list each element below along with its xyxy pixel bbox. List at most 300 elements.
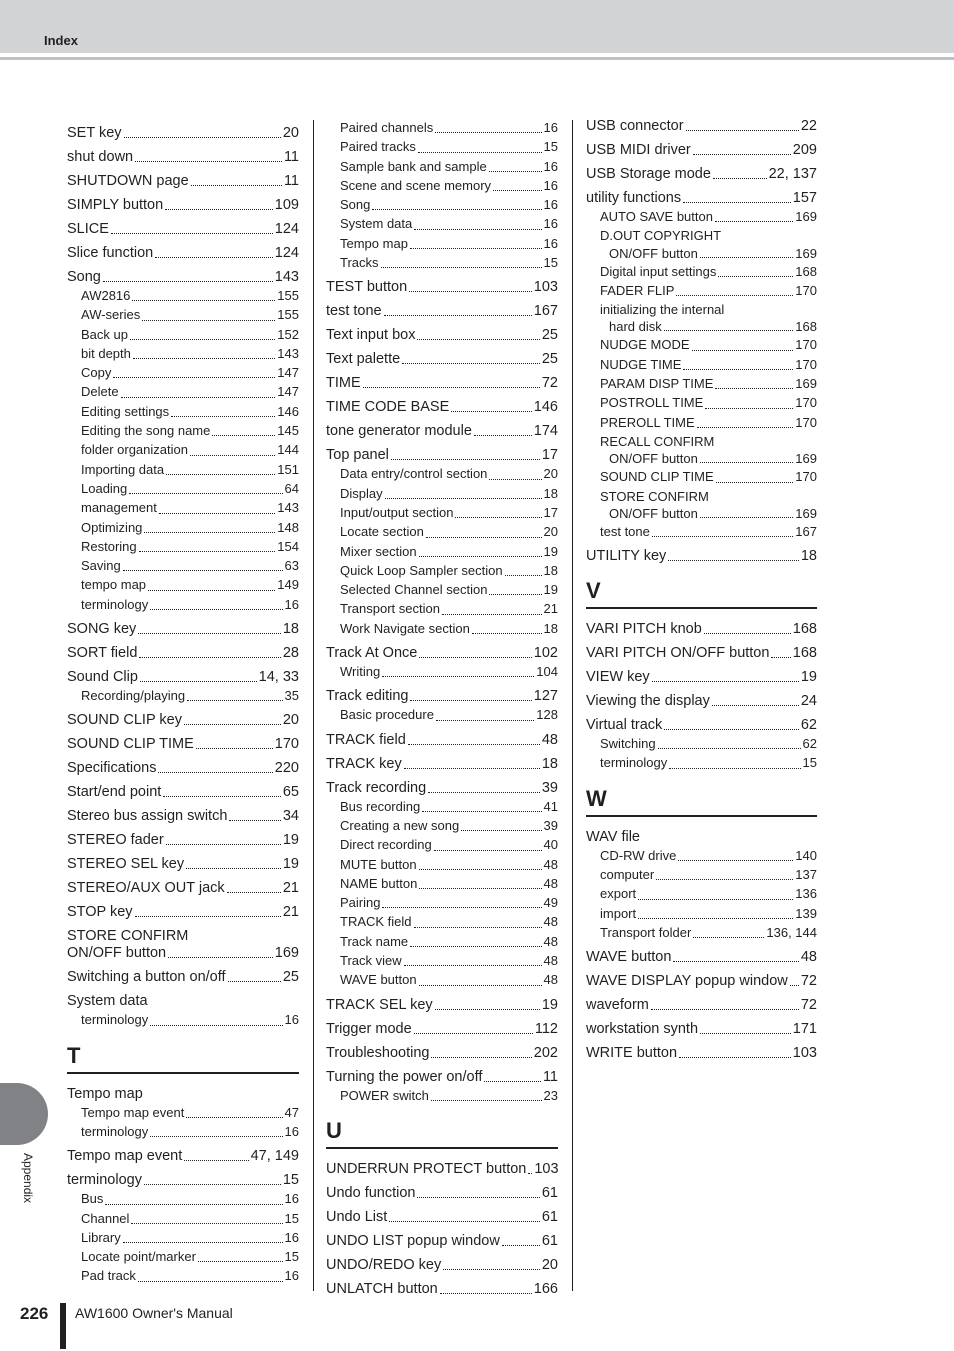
entry-term: Paired tracks xyxy=(340,139,416,155)
entry-term: Importing data xyxy=(81,461,165,477)
index-entry xyxy=(586,190,817,207)
entry-term: VIEW key xyxy=(586,669,650,686)
index-entry xyxy=(67,832,299,849)
entry-term: Sample bank and sample xyxy=(340,158,487,174)
entry-term: Undo function xyxy=(326,1184,416,1201)
entry-page: 169 xyxy=(795,505,817,521)
entry-term: Tempo map xyxy=(340,235,408,251)
entry-term: STEREO SEL key xyxy=(67,856,185,873)
entry-page: 139 xyxy=(795,905,817,921)
entry-page: 19 xyxy=(543,582,558,598)
entry-term: Track view xyxy=(340,953,402,969)
entry-page: 170 xyxy=(795,395,817,411)
entry-page: 143 xyxy=(277,345,299,361)
index-subentry xyxy=(326,234,558,253)
index-entry xyxy=(67,712,299,729)
entry-term: Text input box xyxy=(326,327,416,344)
entry-page: 146 xyxy=(533,399,558,416)
entry-page: 170 xyxy=(795,337,817,353)
dot-leader xyxy=(704,621,791,634)
index-subentry xyxy=(586,865,817,884)
index-subentry xyxy=(326,195,558,214)
entry-term: Library xyxy=(81,1229,121,1245)
entry-term: Input/output section xyxy=(340,504,454,520)
index-entry xyxy=(326,375,558,392)
index-subentry xyxy=(67,363,299,382)
entry-page: 49 xyxy=(543,895,558,911)
index-subentry xyxy=(326,1086,558,1105)
dot-leader xyxy=(414,214,541,229)
entry-page: 63 xyxy=(284,558,299,574)
index-subentry xyxy=(586,355,817,374)
index-subentry xyxy=(326,893,558,912)
entry-term: CD-RW drive xyxy=(600,847,677,863)
entry-page: 19 xyxy=(543,543,558,559)
index-entry xyxy=(67,969,299,986)
dot-leader xyxy=(428,780,540,793)
entry-page: 168 xyxy=(792,621,817,638)
dot-leader xyxy=(131,1209,282,1224)
entry-term: Tempo map event xyxy=(67,1148,183,1165)
index-subentry xyxy=(326,253,558,272)
dot-leader xyxy=(138,621,281,634)
index-entry xyxy=(67,928,299,945)
dot-leader xyxy=(693,923,764,938)
entry-page: 19 xyxy=(800,669,817,686)
entry-page: 16 xyxy=(543,197,558,213)
entry-page: 155 xyxy=(277,307,299,323)
index-entry xyxy=(326,1161,558,1178)
entry-page: 140 xyxy=(795,847,817,863)
index-subentry-continuation xyxy=(586,246,817,262)
entry-term: NUDGE TIME xyxy=(600,356,682,372)
entry-page: 48 xyxy=(543,953,558,969)
index-entry xyxy=(586,669,817,686)
index-entry xyxy=(67,149,299,166)
entry-term: TEST button xyxy=(326,279,408,296)
dot-leader xyxy=(123,1228,283,1243)
dot-leader xyxy=(652,522,793,537)
entry-term: Pairing xyxy=(340,895,381,911)
entry-page: 16 xyxy=(543,177,558,193)
entry-term: USB connector xyxy=(586,118,684,134)
entry-term: waveform xyxy=(586,997,649,1014)
dot-leader xyxy=(417,1185,539,1198)
index-subentry xyxy=(586,467,817,486)
entry-term: Editing the song name xyxy=(81,423,211,439)
entry-page: 15 xyxy=(543,255,558,271)
entry-page: 16 xyxy=(284,1229,299,1245)
entry-term: FADER FLIP xyxy=(600,282,675,298)
index-entry xyxy=(67,904,299,921)
dot-leader xyxy=(372,195,541,210)
entry-term: terminology xyxy=(81,1012,149,1028)
entry-term: Song xyxy=(67,269,101,285)
entry-term: POSTROLL TIME xyxy=(600,395,704,411)
entry-term: USB Storage mode xyxy=(586,166,711,182)
entry-page: 39 xyxy=(543,817,558,833)
entry-page: 20 xyxy=(282,712,299,729)
entry-page: 18 xyxy=(543,562,558,578)
entry-page: 18 xyxy=(543,485,558,501)
index-entry xyxy=(67,736,299,753)
entry-term: VARI PITCH knob xyxy=(586,621,702,638)
entry-term: UNDERRUN PROTECT button xyxy=(326,1160,527,1177)
entry-term: Sound Clip xyxy=(67,669,138,686)
index-entry xyxy=(67,125,299,142)
dot-leader xyxy=(135,904,281,917)
index-entry xyxy=(67,173,299,190)
dot-leader xyxy=(184,1148,248,1161)
entry-term: Creating a new song xyxy=(340,817,460,833)
entry-page: 17 xyxy=(541,447,558,464)
page-number: 226 xyxy=(20,1304,49,1323)
entry-term: hard disk xyxy=(609,319,662,335)
entry-page: 65 xyxy=(282,784,299,801)
dot-leader xyxy=(184,712,281,725)
entry-term: test tone xyxy=(326,303,382,320)
entry-term: computer xyxy=(600,867,655,883)
entry-term: import xyxy=(600,905,637,921)
index-entry xyxy=(326,1185,558,1202)
entry-page: 170 xyxy=(795,356,817,372)
dot-leader xyxy=(382,893,541,908)
index-subentry xyxy=(67,1189,299,1208)
entry-term: Channel xyxy=(81,1210,130,1226)
entry-page: 17 xyxy=(543,504,558,520)
index-column-3 xyxy=(586,118,817,1062)
entry-page: 40 xyxy=(543,837,558,853)
dot-leader xyxy=(417,327,539,340)
entry-page: 14, 33 xyxy=(258,669,299,686)
entry-page: 146 xyxy=(277,403,299,419)
entry-page: 155 xyxy=(277,288,299,303)
entry-term: System data xyxy=(67,993,148,1010)
entry-term: D.OUT COPYRIGHT xyxy=(600,228,722,244)
index-entry xyxy=(326,327,558,344)
dot-leader xyxy=(191,173,282,186)
column-divider xyxy=(572,120,573,1291)
dot-leader xyxy=(410,688,531,701)
dot-leader xyxy=(410,234,542,249)
dot-leader xyxy=(431,1045,531,1058)
entry-page: 48 xyxy=(543,856,558,872)
dot-leader xyxy=(419,542,542,557)
dot-leader xyxy=(409,279,532,292)
entry-page: 16 xyxy=(284,1123,299,1139)
index-subentry xyxy=(67,344,299,363)
entry-term: tone generator module xyxy=(326,423,472,440)
entry-page: 72 xyxy=(800,997,817,1014)
entry-term: NAME button xyxy=(340,875,418,891)
dot-leader xyxy=(669,753,800,768)
entry-page: 15 xyxy=(284,1210,299,1226)
entry-page: 48 xyxy=(543,972,558,988)
entry-term: Selected Channel section xyxy=(340,582,488,598)
entry-page: 21 xyxy=(543,601,558,617)
dot-leader xyxy=(414,912,542,927)
entry-page: 48 xyxy=(543,875,558,891)
entry-term: Tempo map event xyxy=(81,1104,185,1120)
entry-term: Tempo map xyxy=(67,1085,143,1102)
index-subentry xyxy=(586,262,817,281)
entry-term: UNDO/REDO key xyxy=(326,1256,442,1273)
entry-page: 11 xyxy=(542,1068,558,1085)
entry-term: ON/OFF button xyxy=(609,451,698,467)
entry-term: tempo map xyxy=(81,577,147,593)
dot-leader xyxy=(129,479,282,494)
entry-page: 157 xyxy=(792,190,817,206)
index-column-2 xyxy=(326,118,558,1298)
dot-leader xyxy=(505,561,542,576)
entry-page: 48 xyxy=(541,731,558,748)
entry-page: 169 xyxy=(274,945,299,962)
entry-term: test tone xyxy=(600,523,650,539)
section-tab xyxy=(0,1083,48,1145)
index-subentry xyxy=(67,440,299,459)
dot-leader xyxy=(455,503,541,518)
dot-leader xyxy=(404,951,542,966)
entry-page: 64 xyxy=(284,480,299,496)
dot-leader xyxy=(150,1010,282,1025)
entry-term: Digital input settings xyxy=(600,263,717,279)
dot-leader xyxy=(130,325,275,340)
dot-leader xyxy=(436,705,534,720)
dot-leader xyxy=(668,548,799,561)
dot-leader xyxy=(716,467,794,482)
dot-leader xyxy=(652,669,799,682)
entry-term: TIME CODE BASE xyxy=(326,399,450,416)
dot-leader xyxy=(693,142,791,155)
entry-term: Switching xyxy=(600,736,656,752)
entry-page: 170 xyxy=(795,414,817,430)
entry-page: 104 xyxy=(536,664,558,680)
entry-page: 144 xyxy=(277,442,299,458)
entry-term: ON/OFF button xyxy=(609,505,698,521)
index-subentry xyxy=(586,226,817,245)
entry-page: 22 xyxy=(800,118,817,134)
dot-leader xyxy=(133,344,275,359)
entry-term: Saving xyxy=(81,558,121,574)
index-subentry xyxy=(586,374,817,393)
dot-leader xyxy=(165,197,273,210)
dot-leader xyxy=(166,460,275,475)
entry-page: 61 xyxy=(541,1184,558,1201)
entry-term: Viewing the display xyxy=(586,693,710,710)
entry-term: ON/OFF button xyxy=(67,945,167,962)
dot-leader xyxy=(385,484,542,499)
index-subentry xyxy=(326,855,558,874)
index-entry xyxy=(586,118,817,135)
entry-term: Data entry/control section xyxy=(340,466,488,482)
entry-term: TIME xyxy=(326,375,361,392)
entry-term: export xyxy=(600,886,637,902)
entry-term: SORT field xyxy=(67,645,138,662)
entry-page: 170 xyxy=(274,736,299,753)
index-entry xyxy=(586,949,817,966)
index-subentry xyxy=(326,816,558,835)
index-subentry xyxy=(326,484,558,503)
entry-term: folder organization xyxy=(81,442,188,458)
index-subentry xyxy=(67,537,299,556)
entry-term: Text palette xyxy=(326,351,401,368)
entry-page: 20 xyxy=(543,524,558,540)
index-subentry xyxy=(586,734,817,753)
index-entry xyxy=(67,269,299,286)
dot-leader xyxy=(679,1045,791,1058)
index-subentry xyxy=(326,912,558,931)
index-subentry xyxy=(67,286,299,305)
entry-page: 21 xyxy=(282,904,299,921)
dot-leader xyxy=(435,997,540,1010)
dot-leader xyxy=(419,970,542,985)
dot-leader xyxy=(638,884,793,899)
entry-term: Writing xyxy=(340,664,381,680)
index-subentry xyxy=(326,835,558,854)
index-entry xyxy=(326,351,558,368)
entry-term: bit depth xyxy=(81,345,131,361)
entry-term: WAVE button xyxy=(586,949,672,966)
dot-leader xyxy=(163,784,281,797)
entry-page: 124 xyxy=(274,245,299,261)
index-entry xyxy=(586,829,817,846)
entry-term: Quick Loop Sampler section xyxy=(340,562,503,578)
entry-page: 47, 149 xyxy=(250,1148,299,1165)
entry-term: STEREO/AUX OUT jack xyxy=(67,880,225,897)
index-subentry xyxy=(586,884,817,903)
entry-page: 103 xyxy=(534,1160,559,1177)
entry-term: Troubleshooting xyxy=(326,1044,430,1061)
dot-leader xyxy=(443,1257,540,1270)
entry-term: Switching a button on/off xyxy=(67,969,226,986)
index-subentry xyxy=(586,335,817,354)
dot-leader xyxy=(434,835,542,850)
index-subentry xyxy=(326,580,558,599)
dot-leader xyxy=(419,645,531,658)
entry-page: 19 xyxy=(541,996,558,1013)
dot-leader xyxy=(103,269,273,282)
dot-leader xyxy=(111,221,273,234)
dot-leader xyxy=(196,736,273,749)
entry-term: Bus recording xyxy=(340,798,421,814)
entry-page: 61 xyxy=(541,1232,558,1249)
dot-leader xyxy=(150,595,282,610)
index-entry xyxy=(326,1021,558,1038)
index-entry xyxy=(586,166,817,183)
dot-leader xyxy=(678,846,793,861)
index-entry xyxy=(586,645,817,662)
index-entry xyxy=(67,245,299,262)
entry-term: Virtual track xyxy=(586,717,663,734)
dot-leader xyxy=(658,734,801,749)
index-entry xyxy=(326,447,558,464)
index-entry xyxy=(67,1086,299,1103)
entry-page: 16 xyxy=(284,1191,299,1207)
entry-term: TRACK key xyxy=(326,755,402,772)
index-subentry xyxy=(586,207,817,226)
entry-page: 147 xyxy=(277,384,299,400)
index-subentry xyxy=(67,1122,299,1141)
manual-title: AW1600 Owner's Manual xyxy=(75,1305,233,1321)
entry-term: Recording/playing xyxy=(81,688,186,704)
index-subentry xyxy=(326,118,558,137)
entry-term: AW-series xyxy=(81,307,141,323)
index-subentry xyxy=(586,923,817,942)
entry-page: 148 xyxy=(277,519,299,535)
index-entry xyxy=(326,1045,558,1062)
dot-leader xyxy=(168,945,273,958)
entry-term: Editing settings xyxy=(81,403,170,419)
entry-page: 170 xyxy=(795,469,817,485)
entry-page: 143 xyxy=(274,269,299,285)
section-letter: U xyxy=(326,1119,558,1149)
dot-leader xyxy=(697,413,794,428)
dot-leader xyxy=(528,1161,532,1174)
entry-page: 25 xyxy=(282,969,299,986)
dot-leader xyxy=(686,118,799,131)
index-subentry xyxy=(67,498,299,517)
dot-leader xyxy=(676,281,793,296)
entry-page: 22, 137 xyxy=(768,166,817,182)
index-entry xyxy=(67,1148,299,1165)
entry-page: 28 xyxy=(282,645,299,662)
entry-term: Track At Once xyxy=(326,645,418,662)
entry-term: ON/OFF button xyxy=(609,245,698,261)
dot-leader xyxy=(472,619,542,634)
index-entry xyxy=(67,760,299,777)
index-entry xyxy=(67,880,299,897)
dot-leader xyxy=(186,856,281,869)
entry-term: System data xyxy=(340,216,413,232)
dot-leader xyxy=(139,645,280,658)
dot-leader xyxy=(435,118,541,133)
entry-term: Song xyxy=(340,197,371,213)
index-entry xyxy=(586,693,817,710)
index-subentry xyxy=(326,874,558,893)
entry-term: Track recording xyxy=(326,779,427,796)
entry-page: 16 xyxy=(543,216,558,232)
index-subentry xyxy=(326,214,558,233)
entry-page: 102 xyxy=(533,645,558,662)
dot-leader xyxy=(700,451,793,463)
index-subentry xyxy=(67,382,299,401)
entry-term: TRACK field xyxy=(340,914,412,930)
entry-page: 15 xyxy=(284,1249,299,1265)
entry-term: Bus xyxy=(81,1191,104,1207)
index-subentry xyxy=(326,561,558,580)
footer-bar xyxy=(60,1303,66,1349)
entry-term: SONG key xyxy=(67,621,137,638)
index-subentry xyxy=(326,157,558,176)
index-entry xyxy=(67,808,299,825)
dot-leader xyxy=(148,575,275,590)
entry-term: Scene and scene memory xyxy=(340,177,492,193)
entry-term: SOUND CLIP key xyxy=(67,712,182,729)
index-entry xyxy=(326,1257,558,1274)
entry-term: Delete xyxy=(81,384,119,400)
section-letter: W xyxy=(586,787,817,817)
entry-term: shut down xyxy=(67,149,134,165)
dot-leader xyxy=(489,157,542,172)
entry-page: 61 xyxy=(541,1208,558,1225)
entry-term: SIMPLY button xyxy=(67,197,164,213)
dot-leader xyxy=(121,382,276,397)
dot-leader xyxy=(713,166,767,179)
dot-leader xyxy=(705,393,793,408)
entry-page: 34 xyxy=(282,808,299,825)
entry-term: Mixer section xyxy=(340,543,417,559)
dot-leader xyxy=(700,1021,791,1034)
